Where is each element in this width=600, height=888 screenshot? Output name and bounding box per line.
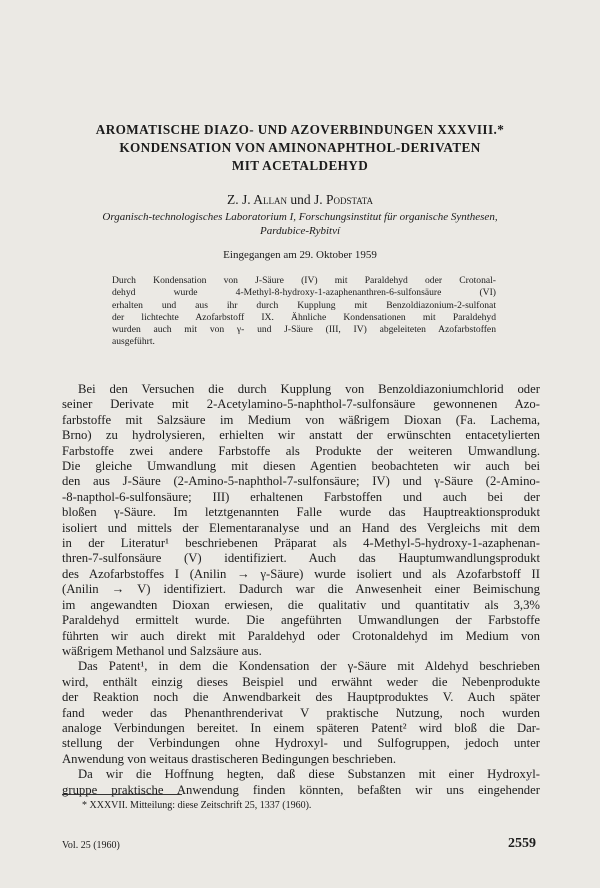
- body-line: Die gleiche Umwandlung mit diesen Agentien beobachteten wir auch bei: [62, 459, 540, 474]
- body-line: wäßrigem Methanol und Salzsäure aus.: [62, 643, 262, 658]
- body-line: des Azofarbstoffes I (Anilin → γ-Säure) wurde isoliert und als Azofarbstoff II: [62, 566, 540, 581]
- body-line: thren-7-sulfonsäure (V) identifiziert. Auch das Hauptumwandlungsprodukt: [62, 551, 540, 566]
- author-second: J. Podstata: [313, 192, 374, 207]
- body-line: Da wir die Hoffnung hegten, daß diese Substanzen mit einer Hydroxyl-: [78, 767, 540, 782]
- body-line: fand weder das Phenanthrenderivat V praktische Nutzung, noch wurden: [62, 705, 540, 720]
- received-date: Eingegangen am 29. Oktober 1959: [223, 249, 377, 261]
- body-line: -8-napthol-6-sulfonsäure; III) erhaltenen Farbstoffen und auch bei der: [62, 489, 540, 504]
- affiliation-line: Pardubice-Rybitví: [259, 225, 341, 237]
- abstract-line: erhalten und aus ihr durch Kupplung mit Benzoldiazonium-2-sulfonat: [112, 299, 496, 311]
- body-line: führten wir auch direkt mit Paraldehyd oder Crotonaldehyd im Medium von: [62, 628, 540, 643]
- body-line: Farbstoffe zwei andere Farbstoffe als Produkte der weiteren Umwandlung.: [62, 443, 540, 458]
- body-line: farbstoffe mit Salzsäure im Medium von wäßrigem Dioxan (Fa. Lachema,: [62, 412, 540, 427]
- body-line: Anwendung von weitaus drastischeren Bedingungen beschrieben.: [62, 751, 397, 766]
- body-line: stellung der Verbindungen ohne Hydroxyl- und Sulfogruppen, jedoch unter: [62, 736, 540, 751]
- authors: [40, 192, 560, 208]
- abstract-line: wurden auch mit von γ- und J-Säure (III, IV) abgeleiteten Azofarbstoffen: [112, 324, 496, 336]
- abstract-line: ausgeführt.: [112, 336, 155, 348]
- page-number: 2559: [508, 836, 536, 851]
- body-line: Bei den Versuchen die durch Kupplung von Benzoldiazoniumchlorid oder: [78, 382, 540, 396]
- abstract-line: Durch Kondensation von J-Säure (IV) mit Paraldehyd oder Crotonal-: [112, 275, 496, 286]
- body-text: [62, 382, 540, 798]
- abstract: [112, 275, 496, 349]
- footnote: * XXXVII. Mitteilung: diese Zeitschrift 25, 1337 (1960).: [82, 800, 312, 811]
- author-connector: und: [290, 192, 311, 207]
- volume-info: Vol. 25 (1960): [62, 840, 120, 851]
- body-line: gruppe praktische Anwendung finden könnten, befaßten wir uns eingehender: [62, 782, 540, 797]
- body-line: den aus J-Säure (2-Amino-5-naphthol-7-sulfonsäure; IV) und γ-Säure (2-Amino-: [62, 474, 540, 489]
- affiliation: [40, 210, 560, 238]
- abstract-line: dehyd wurde 4-Methyl-8-hydroxy-1-azaphenanthren-6-sulfonsäure (VI): [112, 287, 496, 299]
- affiliation-line: Organisch-technologisches Laboratorium I, Forschungsinstitut für organische Synthesen,: [102, 211, 498, 223]
- footnote-rule: [62, 794, 182, 795]
- body-line: Das Patent¹, in dem die Kondensation der γ-Säure mit Aldehyd beschrieben: [78, 659, 540, 674]
- title-line: KONDENSATION VON AMINONAPHTHOL-DERIVATEN: [119, 140, 481, 155]
- body-line: Brno) zu hydrolysieren, erhielten wir anstatt der erwünschten entacetylierten: [62, 428, 540, 443]
- body-line: der Reaktion noch die Anwendbarkeit des Hauptproduktes V. Auch später: [62, 690, 540, 705]
- abstract-line: der lichtechte Azofarbstoff IX. Ähnliche Kondensationen mit Paraldehyd: [112, 311, 496, 323]
- author-first: Z. J. Allan: [226, 192, 287, 207]
- body-line: in der Literatur¹ beschriebenen Präparat als 4-Methyl-5-hydroxy-1-azaphenan-: [62, 536, 540, 551]
- title-line: AROMATISCHE DIAZO- UND AZOVERBINDUNGEN XXXVIII.*: [95, 122, 505, 137]
- body-line: bloßen γ-Säure. Im letztgenannten Falle wurde das Hauptreaktionsprodukt: [62, 505, 540, 520]
- body-line: Paraldehyd ermittelt wurde. Die angeführten Umwandlungen der Farbstoffe: [62, 613, 540, 628]
- body-line: im angewandten Dioxan erwiesen, die qualitativ und quantitativ als 3,3%: [62, 597, 540, 612]
- body-line: analoge Verbindungen bereitet. In einem späteren Patent² wird bloß die Dar-: [62, 720, 540, 735]
- body-line: wird, enthält einzig dieses Beispiel und erwähnt weder die Nebenprodukte: [62, 674, 540, 689]
- body-line: isoliert und mittels der Elementaranalyse und an Hand des Vergleichs mit dem: [62, 520, 540, 535]
- body-line: seiner Derivate mit 2-Acetylamino-5-naphthol-7-sulfonsäure gewonnenen Azo-: [62, 397, 540, 412]
- title-line: MIT ACETALDEHYD: [231, 158, 369, 173]
- article-title: [40, 121, 560, 175]
- body-line: (Anilin → V) identifiziert. Dadurch war die Anwesenheit einer Beimischung: [62, 582, 540, 597]
